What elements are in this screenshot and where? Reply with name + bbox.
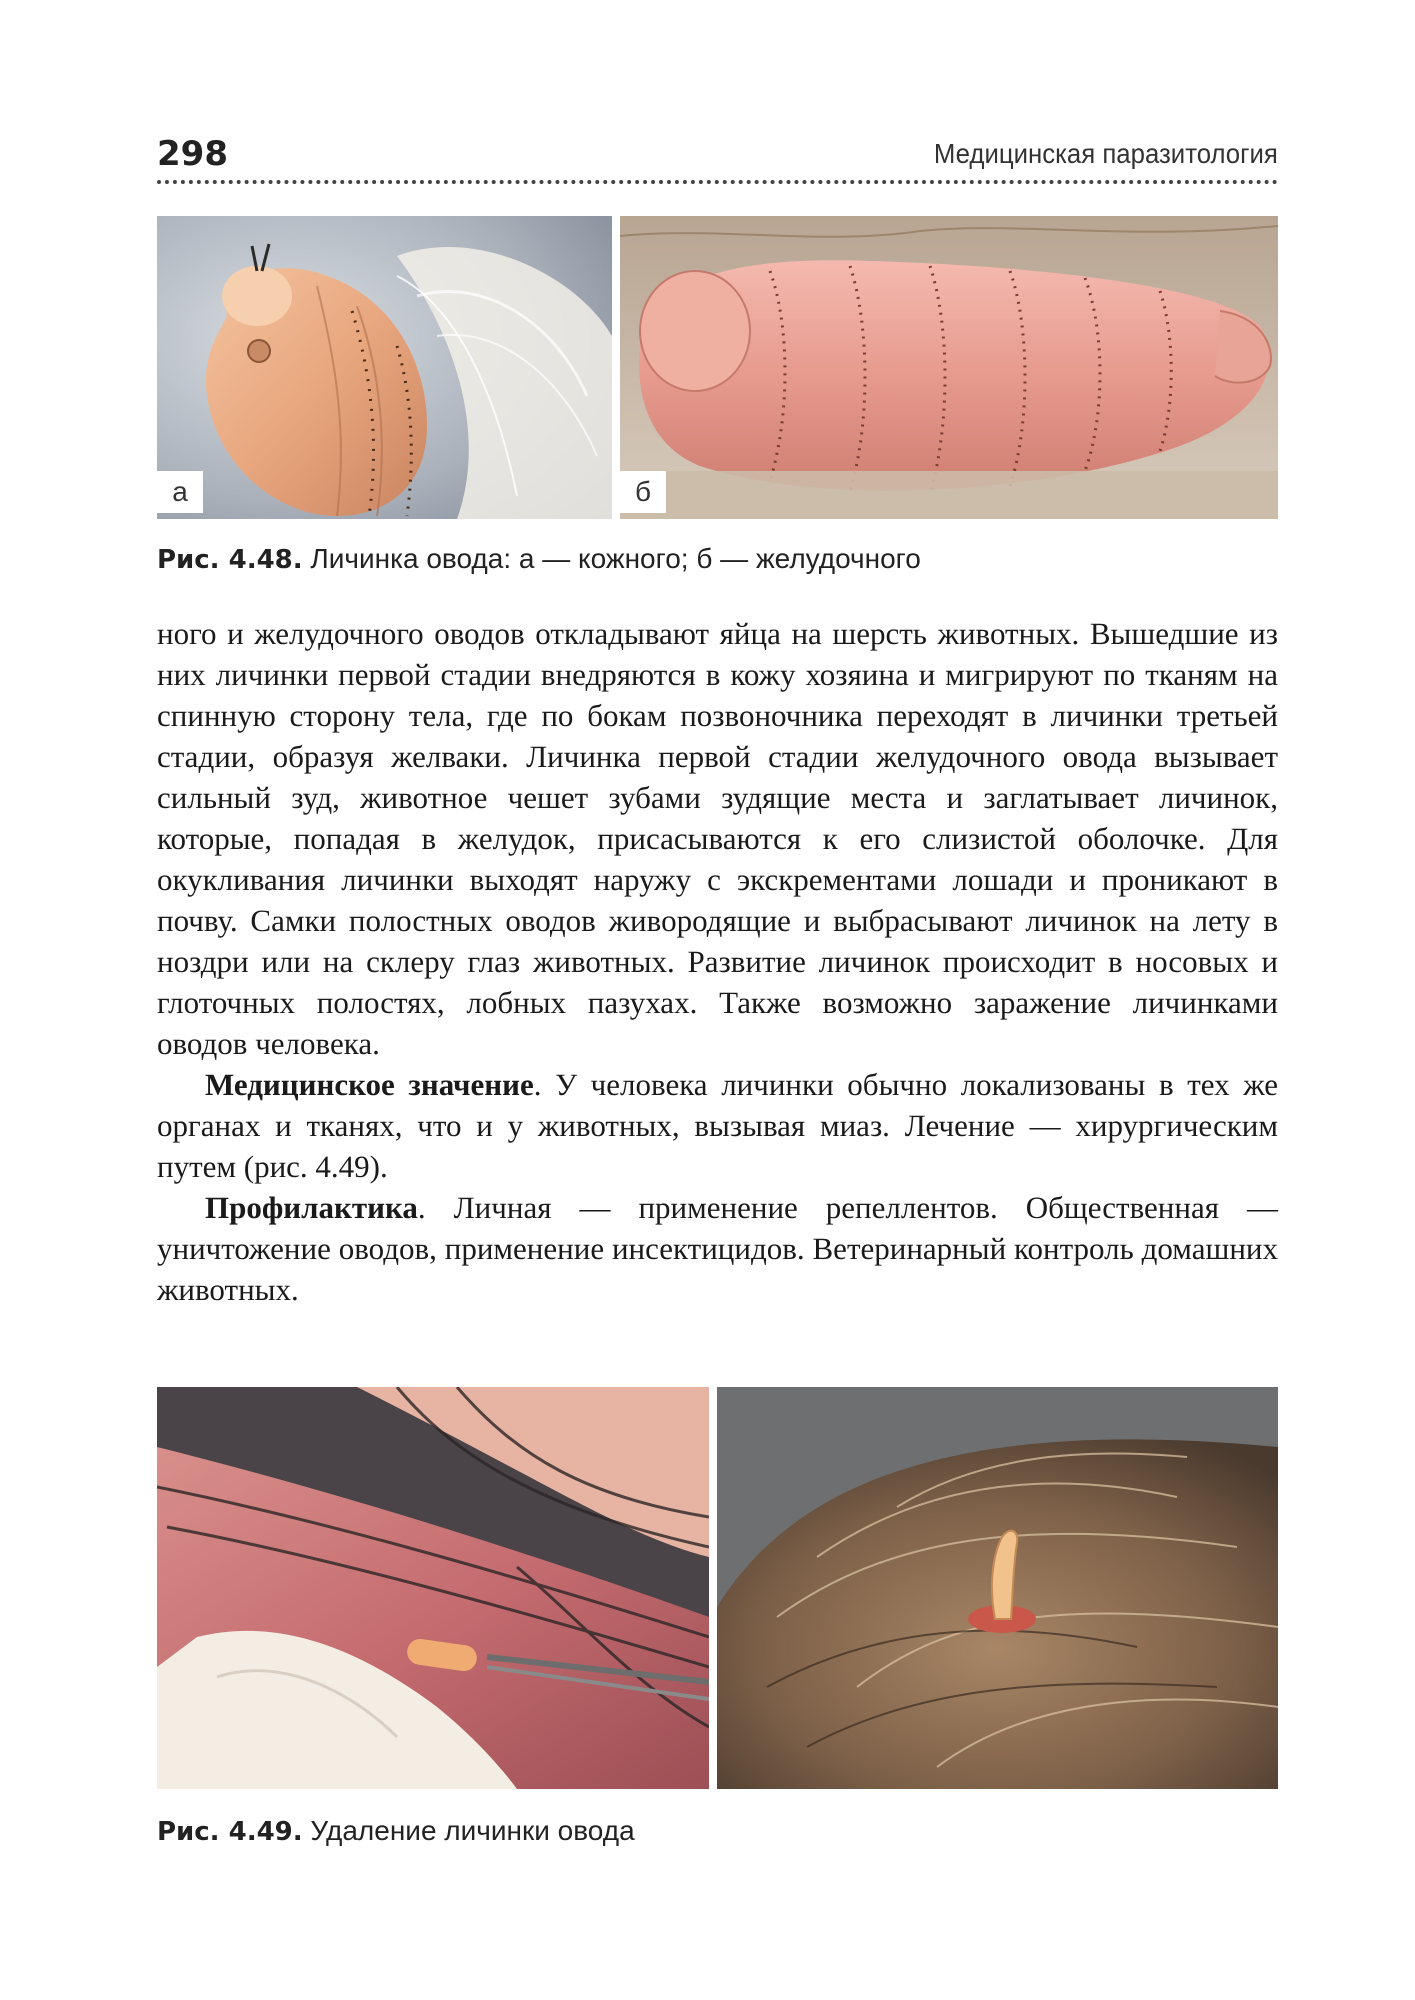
paragraph-continuation: ного и желудочного оводов откладывают яйца на шерсть животных. Вышедшие из них личинки первой стадии внедряются в кожу хозяина и мигрируют по тканям на спинную сторону тела, где по бокам позвоночника переходят в личинки третьей стадии, образуя желваки. Личинка первой стадии желудочного овода вызывает сильный зуд, животное чешет зубами зудящие места и заглатывает личинок, которые, попадая в желудок, присасываются к его слизистой оболочке. Для окукливания личинки выходят наружу с экскрементами лошади и проникают в почву. Самки полостных оводов живородящие и выбрасывают личинок на лету в ноздри или на склеру глаз животных. Развитие личинок происходит в носовых и глоточных полостях, лобных пазухах. Также возможно заражение личинками оводов человека. bbox=[157, 616, 1278, 1061]
run-in-heading: Медицинское значение bbox=[205, 1067, 534, 1102]
paragraph-text: . У человека личинки обычно локализованы в тех же органах и тканях, что и у животных, вызывая миаз. Лечение — хирургическим путем (рис. 4.49). bbox=[157, 1067, 1278, 1184]
run-in-heading: Профилактика bbox=[205, 1190, 418, 1225]
photo-larva-emerging-scalp bbox=[717, 1387, 1278, 1789]
figure-caption-4-48 bbox=[157, 543, 1278, 575]
running-title: Медицинская паразитология bbox=[934, 138, 1278, 169]
caption-text: Личинка овода: а — кожного; б — желудочного bbox=[302, 543, 921, 574]
paragraph-text: . Личная — применение репеллентов. Общественная — уничтожение оводов, применение инсектицидов. Ветеринарный контроль домашних животных. bbox=[157, 1190, 1278, 1307]
page-header bbox=[157, 124, 1278, 184]
body-text bbox=[157, 613, 1278, 1310]
photo-skin-botfly-larva bbox=[157, 216, 612, 519]
photo-stomach-botfly-larva bbox=[620, 216, 1278, 519]
caption-text: Удаление личинки овода bbox=[302, 1815, 635, 1846]
figure-caption-4-49 bbox=[157, 1815, 1278, 1847]
panel-label-b: б bbox=[620, 471, 666, 513]
panel-label-a: а bbox=[157, 471, 203, 513]
photo-larva-removal-forceps bbox=[157, 1387, 709, 1789]
paragraph-medical-significance bbox=[157, 1064, 1278, 1187]
caption-lead: Рис. 4.48. bbox=[157, 545, 303, 575]
page-number: 298 bbox=[157, 134, 228, 174]
caption-lead: Рис. 4.49. bbox=[157, 1817, 303, 1847]
paragraph-prevention bbox=[157, 1187, 1278, 1310]
header-dotted-rule bbox=[157, 180, 1278, 184]
